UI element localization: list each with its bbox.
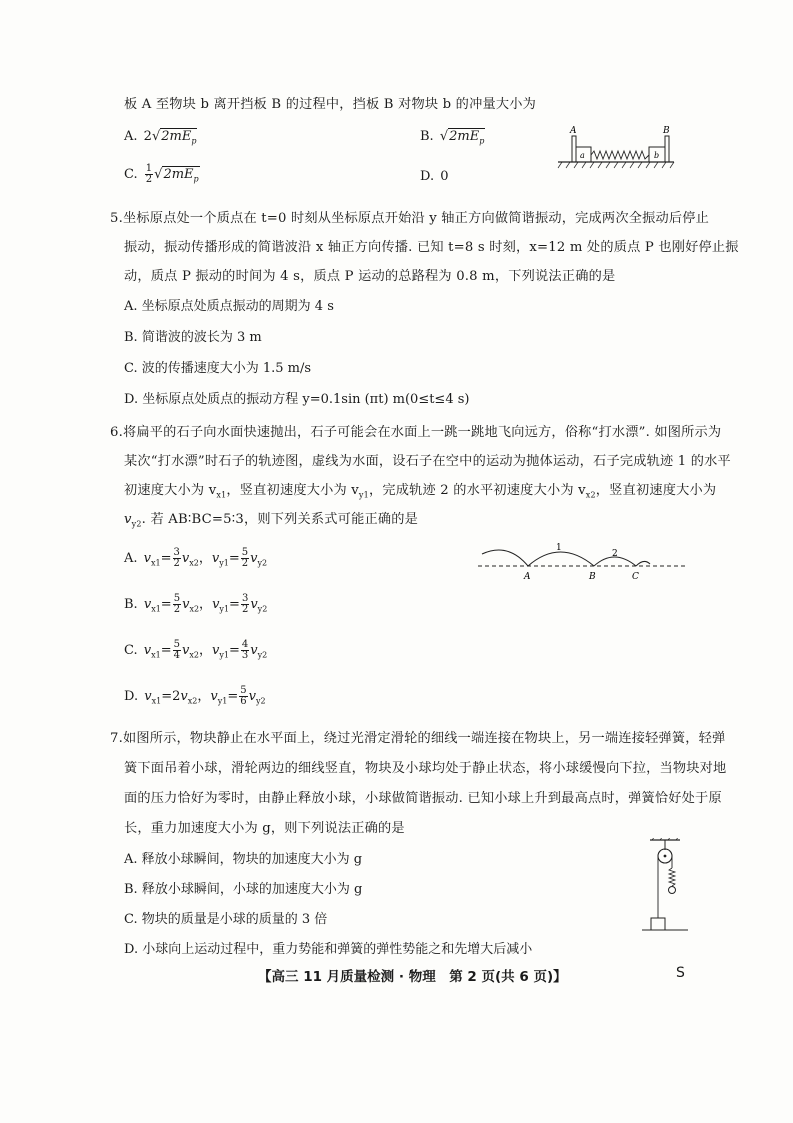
ball — [669, 887, 676, 894]
q7-option-a[interactable]: A. 释放小球瞬间，物块的加速度大小为 g — [124, 852, 363, 867]
q7-option-c[interactable]: C. 物块的质量是小球的质量的 3 倍 — [124, 912, 328, 927]
label-B: B — [589, 572, 596, 582]
q4-option-c[interactable]: C. $\frac{1}{2}$ $√2mE_p$ — [124, 163, 199, 185]
q6-option-a[interactable]: A. $v_{x1}=$ $\frac{3}{2}$ $v_{x2}$，$v_{y1}=$ $\frac{5}{2}$ $v_{y2}$ — [124, 547, 268, 569]
q7-line-3: 面的压力恰好为零时，由静止释放小球，小球做简谐振动. 已知小球上升到最高点时，弹簧恰好处于原 — [124, 791, 722, 806]
q6-line-2: 某次“打水漂”时石子的轨迹图，虚线为水面，设石子在空中的运动为抛体运动，石子完成轨迹 1 的水平 — [124, 454, 731, 469]
label-B: B — [663, 126, 670, 136]
q6-line-4: $v_{y2}$. 若 AB∶BC=5∶3，则下列关系式可能正确的是 — [124, 512, 419, 529]
q7-line-1: 7.如图所示，物块静止在水平面上，绕过光滑定滑轮的细线一端连接在物块上，另一端连接轻弹簧，轻弹 — [110, 731, 726, 746]
q5-line-2: 振动，振动传播形成的简谐波沿 x 轴正方向传播. 已知 t=8 s 时刻，x=12 m 处的质点 P 也刚好停止振 — [124, 240, 739, 255]
q5-option-b[interactable]: B. 简谐波的波长为 3 m — [124, 330, 262, 345]
q5-line-1: 5.坐标原点处一个质点在 t=0 时刻从坐标原点开始沿 y 轴正方向做简谐振动，完成两次全振动后停止 — [110, 211, 710, 226]
q4-option-b[interactable]: B. $√2mE_p$ — [420, 129, 485, 146]
plate-a — [572, 136, 576, 162]
pulley-axle — [664, 855, 667, 858]
spring — [669, 868, 675, 886]
corner-mark: S — [676, 965, 685, 981]
q5-line-3: 动，质点 P 振动的时间为 4 s，质点 P 运动的总路程为 0.8 m，下列说法正确的是 — [124, 269, 616, 284]
q4-stem-tail: 板 A 至物块 b 离开挡板 B 的过程中，挡板 B 对物块 b 的冲量大小为 — [124, 97, 537, 112]
trajectory-tail — [636, 561, 650, 566]
label-C: C — [632, 572, 639, 582]
incoming-arc — [482, 550, 528, 566]
q7-line-4: 长，重力加速度大小为 g，则下列说法正确的是 — [124, 821, 405, 836]
q5-option-c[interactable]: C. 波的传播速度大小为 1.5 m/s — [124, 361, 312, 376]
plate-b — [665, 136, 669, 162]
q7-option-d[interactable]: D. 小球向上运动过程中，重力势能和弹簧的弹性势能之和先增大后减小 — [124, 942, 533, 957]
q5-option-a[interactable]: A. 坐标原点处质点振动的周期为 4 s — [124, 299, 334, 314]
q4-option-d[interactable]: D. 0 — [420, 169, 449, 184]
label-A: A — [570, 126, 577, 136]
label-A: A — [524, 572, 531, 582]
block — [651, 918, 665, 930]
label-b: b — [654, 151, 660, 160]
q7-option-b[interactable]: B. 释放小球瞬间，小球的加速度大小为 g — [124, 882, 363, 897]
q4-option-a[interactable]: A. $2√2mE_p$ — [124, 129, 197, 146]
q4-spring-block-figure — [556, 124, 676, 174]
ground-hatch — [558, 162, 674, 168]
q7-pulley-figure — [640, 838, 690, 934]
q6-line-1: 6.将扁平的石子向水面快速抛出，石子可能会在水面上一跳一跳地飞向远方，俗称“打水漂”. 如图所示为 — [110, 425, 722, 440]
q6-option-b[interactable]: B. $v_{x1}=$ $\frac{5}{2}$ $v_{x2}$，$v_{y1}=$ $\frac{3}{2}$ $v_{y2}$ — [124, 593, 268, 615]
q6-line-3: 初速度大小为 $v_{x1}$，竖直初速度大小为 $v_{y1}$，完成轨迹 2 的水平初速度大小为 $v_{x2}$，竖直初速度大小为 — [124, 483, 717, 500]
q6-trajectory-figure — [478, 536, 688, 582]
label-2: 2 — [612, 549, 618, 559]
label-a: a — [580, 151, 585, 160]
q6-option-c[interactable]: C. $v_{x1}=$ $\frac{5}{4}$ $v_{x2}$，$v_{y1}=$ $\frac{4}{3}$ $v_{y2}$ — [124, 639, 268, 661]
q7-line-2: 簧下面吊着小球，滑轮两边的细线竖直，物块及小球均处于静止状态，将小球缓慢向下拉，当物块对地 — [124, 761, 727, 776]
q6-option-d[interactable]: D. $v_{x1}=2v_{x2}$，$v_{y1}=$ $\frac{5}{6}$ $v_{y2}$ — [124, 685, 266, 707]
label-1: 1 — [556, 543, 562, 553]
trajectory-1 — [528, 552, 594, 566]
spring — [591, 151, 649, 159]
q5-option-d[interactable]: D. 坐标原点处质点的振动方程 y=0.1sin (πt) m(0≤t≤4 s) — [124, 392, 470, 407]
page-footer: 【高三 11 月质量检测 · 物理 第 2 页(共 6 页)】 — [258, 969, 567, 985]
